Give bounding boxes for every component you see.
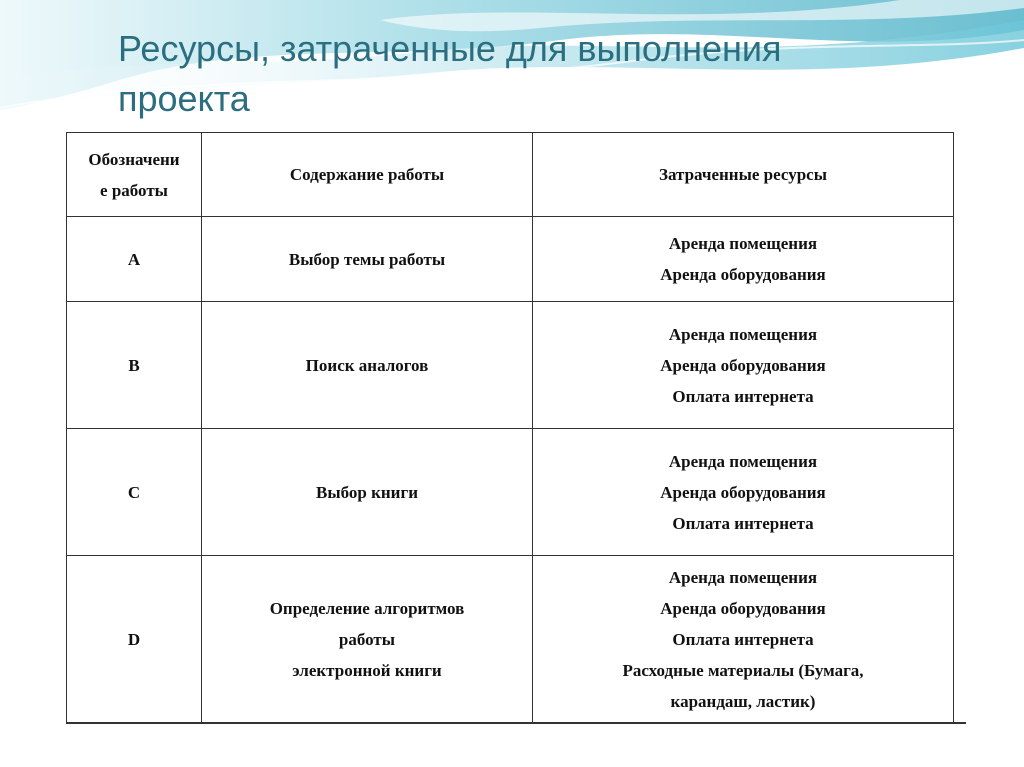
header-work-content: Содержание работы [202, 133, 533, 217]
row-id: A [67, 217, 202, 302]
table-row [67, 556, 954, 724]
table-bottom-divider [66, 722, 966, 724]
row-work: Выбор книги [202, 429, 533, 556]
table-row [67, 302, 954, 429]
title-line: Ресурсы, затраченные для выполнения [118, 28, 782, 69]
row-resources: Аренда помещения Аренда оборудования [533, 217, 954, 302]
row-work: Поиск аналогов [202, 302, 533, 429]
table-row [67, 217, 954, 302]
row-id: B [67, 302, 202, 429]
slide-title [118, 24, 978, 124]
row-id: D [67, 556, 202, 724]
row-work: Выбор темы работы [202, 217, 533, 302]
row-resources: Аренда помещения Аренда оборудования Оплата интернета [533, 429, 954, 556]
resources-table [66, 132, 954, 724]
table-header-row [67, 133, 954, 217]
row-work: Определение алгоритмов работы электронной книги [202, 556, 533, 724]
table-row [67, 429, 954, 556]
title-line: проекта [118, 78, 250, 119]
row-resources: Аренда помещения Аренда оборудования Оплата интернета Расходные материалы (Бумага, карандаш, ластик) [533, 556, 954, 724]
row-id: C [67, 429, 202, 556]
header-designation: Обозначени е работы [67, 133, 202, 217]
header-resources: Затраченные ресурсы [533, 133, 954, 217]
row-resources: Аренда помещения Аренда оборудования Оплата интернета [533, 302, 954, 429]
